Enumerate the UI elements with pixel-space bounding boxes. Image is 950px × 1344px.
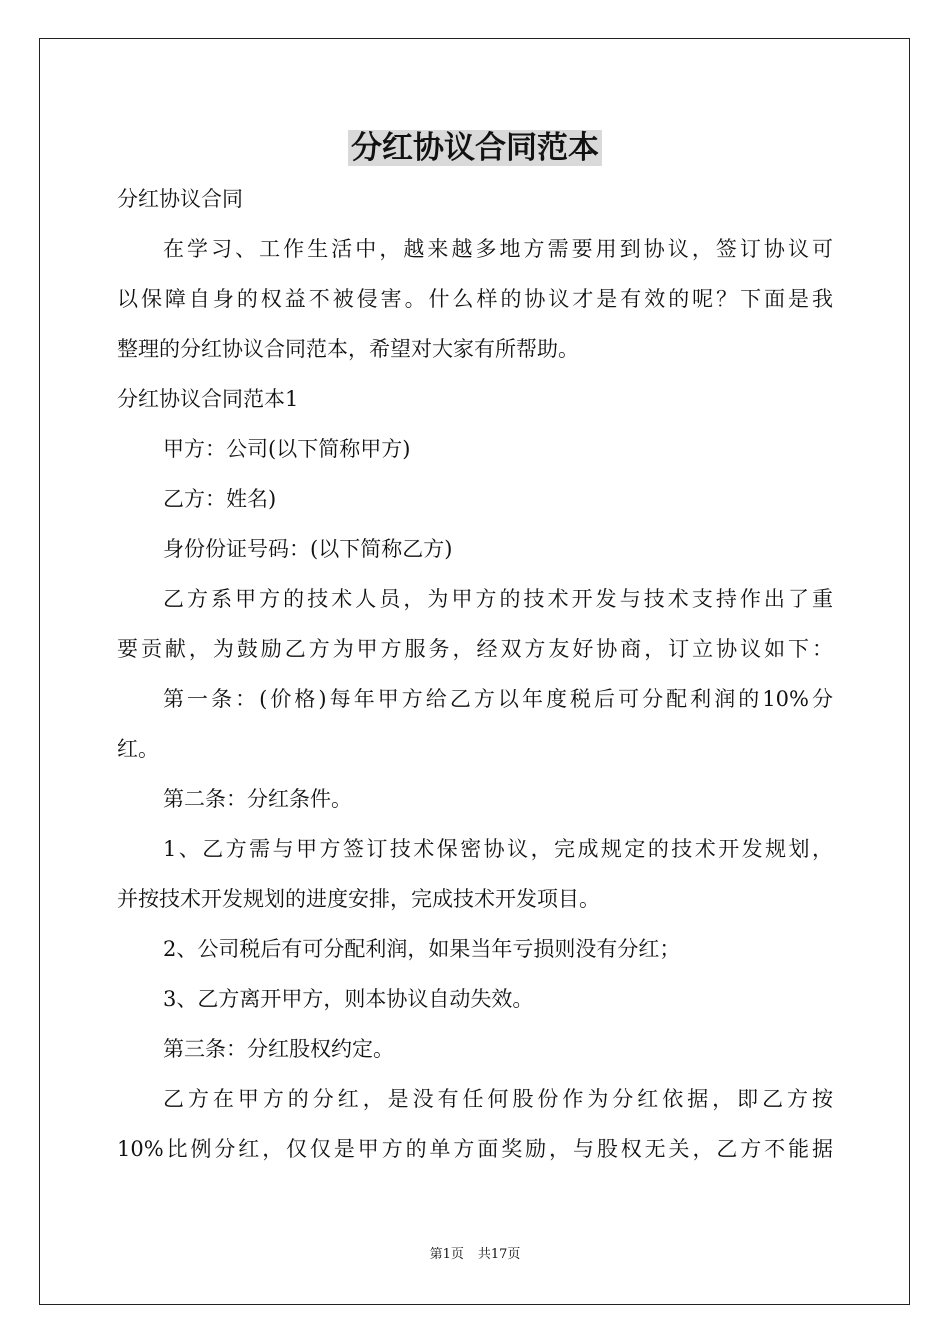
page-total: 共17页 [477,1247,521,1262]
preamble-line-2: 要贡献，为鼓励乙方为甲方服务，经双方友好协商，订立协议如下： [117,637,833,661]
intro-line-2: 以保障自身的权益不被侵害。什么样的协议才是有效的呢？下面是我 [117,287,833,311]
party-a-line: 甲方：公司(以下简称甲方) [163,437,411,461]
document-title [0,126,950,170]
intro-line-1: 在学习、工作生活中，越来越多地方需要用到协议，签订协议可 [163,237,833,261]
document-title-text: 分红协议合同范本 [348,130,602,166]
section-heading-1: 分红协议合同范本1 [117,387,299,411]
article-1-line-2: 红。 [117,737,159,761]
article-1-line-1: 第一条：(价格)每年甲方给乙方以年度税后可分配利润的10%分 [163,687,833,711]
preamble-line-1: 乙方系甲方的技术人员，为甲方的技术开发与技术支持作出了重 [163,587,833,611]
page-footer [0,1246,950,1264]
condition-1-line-1: 1、乙方需与甲方签订技术保密协议，完成规定的技术开发规划， [163,837,833,861]
article-3-line-1: 乙方在甲方的分红，是没有任何股份作为分红依据，即乙方按 [163,1087,833,1111]
article-2-heading: 第二条：分红条件。 [163,787,352,811]
page-number: 第1页 [429,1247,464,1262]
condition-1-line-2: 并按技术开发规划的进度安排，完成技术开发项目。 [117,887,600,911]
intro-line-3: 整理的分红协议合同范本，希望对大家有所帮助。 [117,337,579,361]
article-3-line-2: 10%比例分红，仅仅是甲方的单方面奖励，与股权无关，乙方不能据 [117,1137,833,1161]
condition-2-line: 2、公司税后有可分配利润，如果当年亏损则没有分红； [163,937,681,961]
subtitle-line: 分红协议合同 [117,187,243,211]
condition-3-line: 3、乙方离开甲方，则本协议自动失效。 [163,987,534,1011]
page-border [39,38,910,1305]
article-3-heading: 第三条：分红股权约定。 [163,1037,394,1061]
party-b-line: 乙方：姓名) [163,487,277,511]
id-number-line: 身份份证号码：(以下简称乙方) [163,537,453,561]
